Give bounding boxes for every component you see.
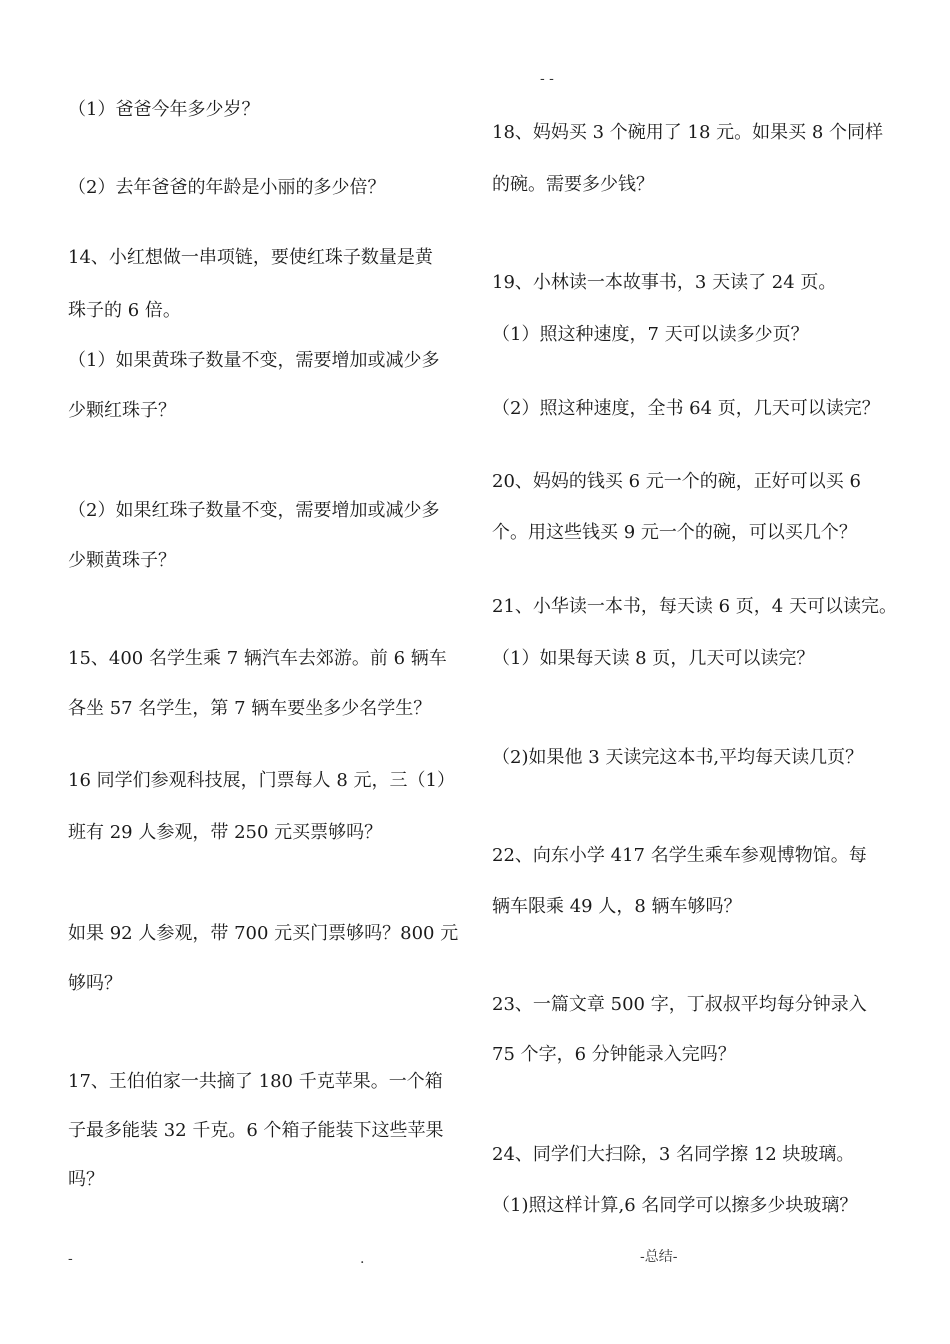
question-line: 少颗红珠子？ <box>68 400 176 421</box>
footer-center-mark: . <box>360 1251 365 1267</box>
question-15-title: 15、400 名学生乘 7 辆汽车去郊游。前 6 辆车 <box>68 648 447 669</box>
question-line: 少颗黄珠子？ <box>68 550 176 571</box>
question-line: （1）如果黄珠子数量不变，需要增加或减少多 <box>68 350 440 371</box>
question-line: （1）爸爸今年多少岁？ <box>68 99 260 120</box>
question-24-title: 24、同学们大扫除，3 名同学擦 12 块玻璃。 <box>492 1144 855 1165</box>
question-line: 的碗。需要多少钱？ <box>492 174 654 195</box>
question-line: 子最多能装 32 千克。6 个箱子能装下这些苹果 <box>68 1120 444 1141</box>
footer-summary: -总结- <box>640 1249 678 1265</box>
question-line: 班有 29 人参观，带 250 元买票够吗？ <box>68 822 383 843</box>
question-line: （2）照这种速度，全书 64 页，几天可以读完？ <box>492 398 880 419</box>
question-line: （2）如果红珠子数量不变，需要增加或减少多 <box>68 500 440 521</box>
question-18-title: 18、妈妈买 3 个碗用了 18 元。如果买 8 个同样 <box>492 122 884 143</box>
question-line: 各坐 57 名学生，第 7 辆车要坐多少名学生？ <box>68 698 432 719</box>
question-21-title: 21、小华读一本书，每天读 6 页，4 天可以读完。 <box>492 596 897 617</box>
question-line: （2)如果他 3 天读完这本书,平均每天读几页？ <box>492 747 864 768</box>
question-line: 珠子的 6 倍。 <box>68 300 181 321</box>
question-line: （2）去年爸爸的年龄是小丽的多少倍？ <box>68 177 386 198</box>
question-line: 辆车限乘 49 人，8 辆车够吗？ <box>492 896 742 917</box>
question-line: 够吗？ <box>68 973 122 994</box>
question-line: （1)照这样计算,6 名同学可以擦多少块玻璃？ <box>492 1195 858 1216</box>
question-line: （1）如果每天读 8 页，几天可以读完？ <box>492 648 815 669</box>
question-23-title: 23、一篇文章 500 字，丁叔叔平均每分钟录入 <box>492 994 867 1015</box>
footer-left-mark: - <box>68 1251 73 1267</box>
question-14-title: 14、小红想做一串项链，要使红珠子数量是黄 <box>68 247 433 268</box>
question-17-title: 17、王伯伯家一共摘了 180 千克苹果。一个箱 <box>68 1071 443 1092</box>
question-line: 个。用这些钱买 9 元一个的碗，可以买几个？ <box>492 522 857 543</box>
question-line: 吗？ <box>68 1169 104 1190</box>
question-16-title: 16 同学们参观科技展，门票每人 8 元，三（1） <box>68 770 455 791</box>
question-line: （1）照这种速度，7 天可以读多少页？ <box>492 324 809 345</box>
question-20-title: 20、妈妈的钱买 6 元一个的碗，正好可以买 6 <box>492 471 861 492</box>
question-22-title: 22、向东小学 417 名学生乘车参观博物馆。每 <box>492 845 867 866</box>
header-mark: - - <box>540 71 554 87</box>
question-line: 75 个字，6 分钟能录入完吗？ <box>492 1044 736 1065</box>
question-line: 如果 92 人参观，带 700 元买门票够吗？800 元 <box>68 923 459 944</box>
question-19-title: 19、小林读一本故事书，3 天读了 24 页。 <box>492 272 837 293</box>
